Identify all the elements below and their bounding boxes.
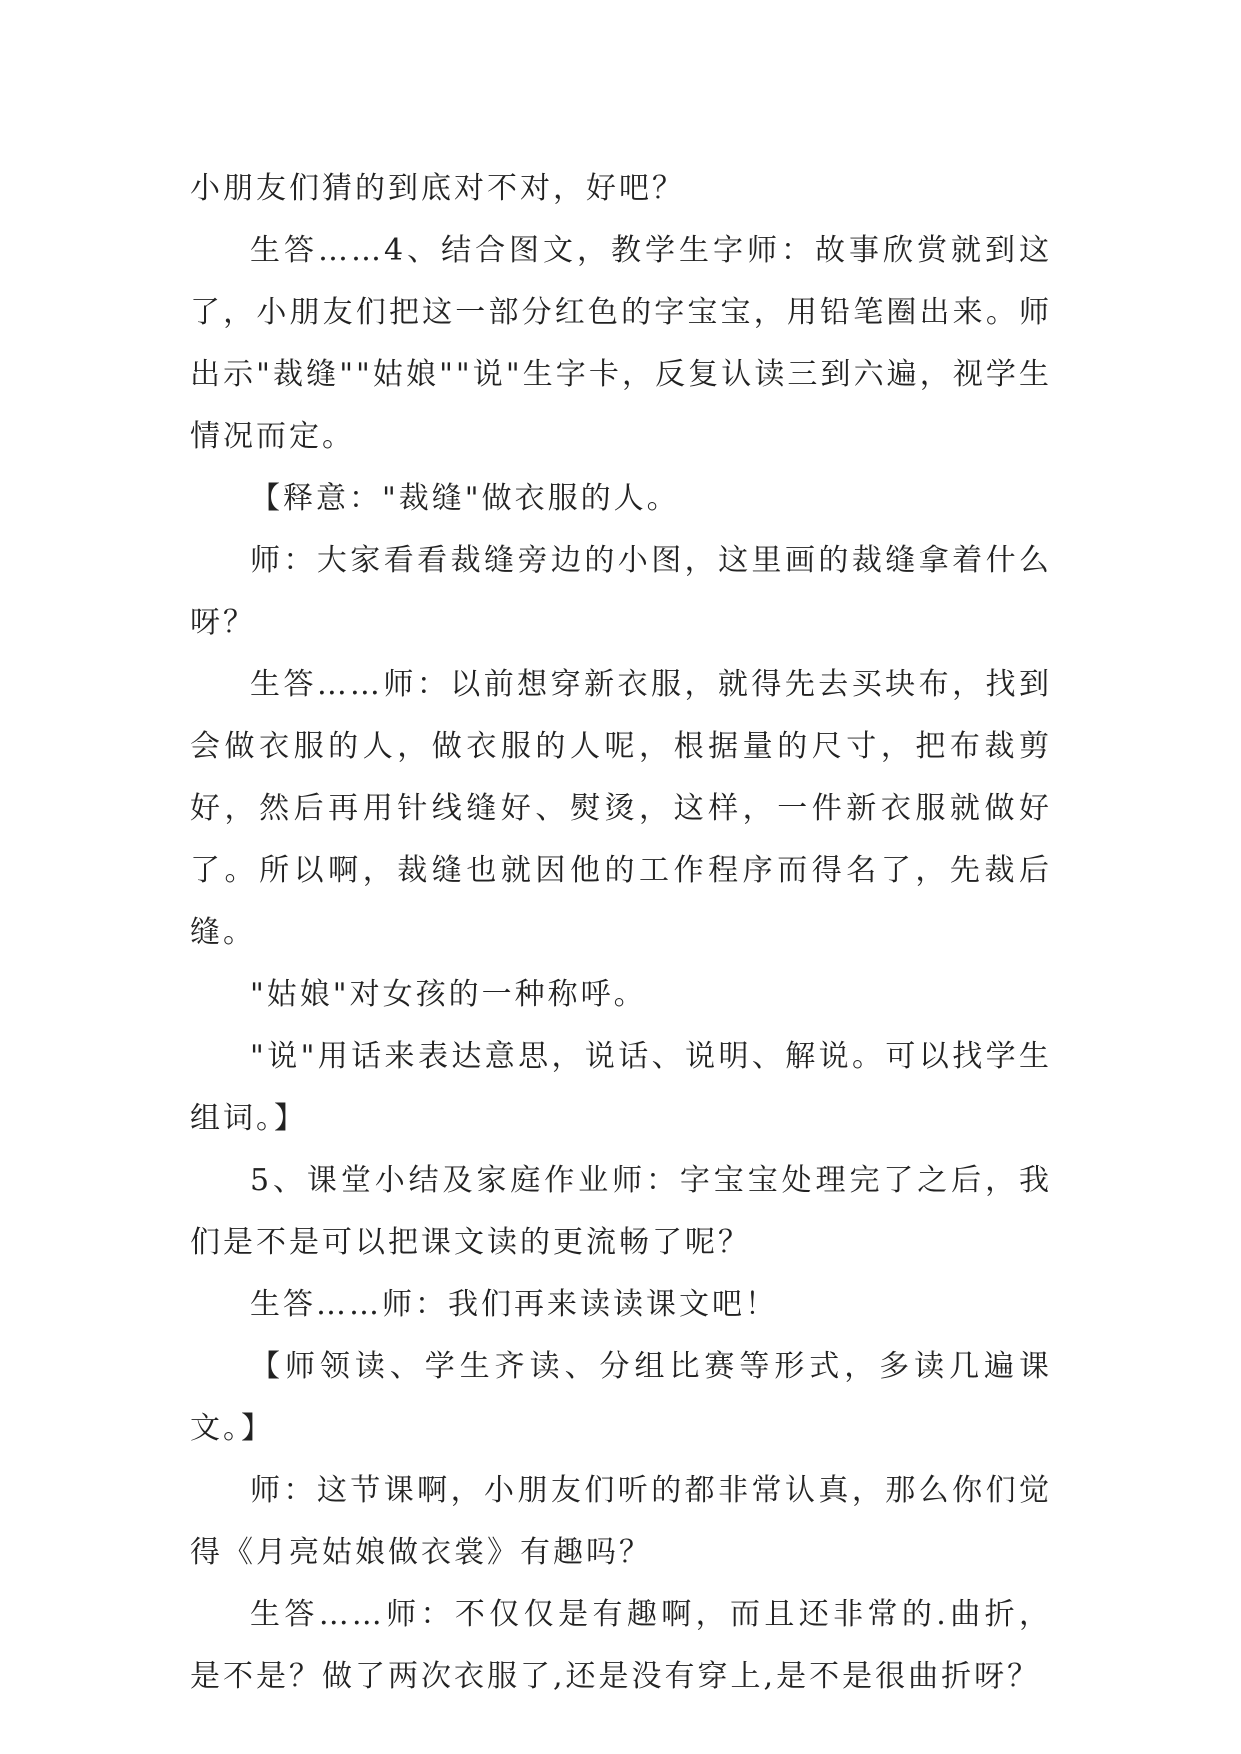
paragraph-6: "姑娘"对女孩的一种称呼。 [250,977,647,1012]
paragraph-4: 师：大家看看裁缝旁边的小图，这里画的裁缝拿着什么呀？ [190,543,1052,640]
paragraph-8: 5、课堂小结及家庭作业师：字宝宝处理完了之后，我们是不是可以把课文读的更流畅了呢？ [190,1163,1052,1260]
paragraph-10: 【师领读、学生齐读、分组比赛等形式，多读几遍课文。】 [190,1349,1052,1446]
paragraph-11: 师：这节课啊，小朋友们听的都非常认真，那么你们觉得《月亮姑娘做衣裳》有趣吗？ [190,1473,1052,1570]
paragraph-3: 【释意："裁缝"做衣服的人。 [250,481,680,516]
document-body [190,158,1052,1708]
paragraph-2: 生答……4、结合图文，教学生字师：故事欣赏就到这了，小朋友们把这一部分红色的字宝宝，用铅笔圈出来。师出示"裁缝""姑娘""说"生字卡，反复认读三到六遍，视学生情况而定。 [190,233,1052,454]
paragraph-7: "说"用话来表达意思，说话、说明、解说。可以找学生组词。】 [190,1039,1052,1136]
paragraph-12: 生答……师：不仅仅是有趣啊，而且还非常的.曲折，是不是？做了两次衣服了,还是没有穿上,是不是很曲折呀？ [190,1597,1052,1694]
paragraph-1: 小朋友们猜的到底对不对，好吧？ [190,171,685,206]
paragraph-9: 生答……师：我们再来读读课文吧！ [250,1287,778,1322]
paragraph-5: 生答……师：以前想穿新衣服，就得先去买块布，找到会做衣服的人，做衣服的人呢，根据量的尺寸，把布裁剪好，然后再用针线缝好、熨烫，这样，一件新衣服就做好了。所以啊，裁缝也就因他的工作程序而得名了，先裁后缝。 [190,667,1052,950]
